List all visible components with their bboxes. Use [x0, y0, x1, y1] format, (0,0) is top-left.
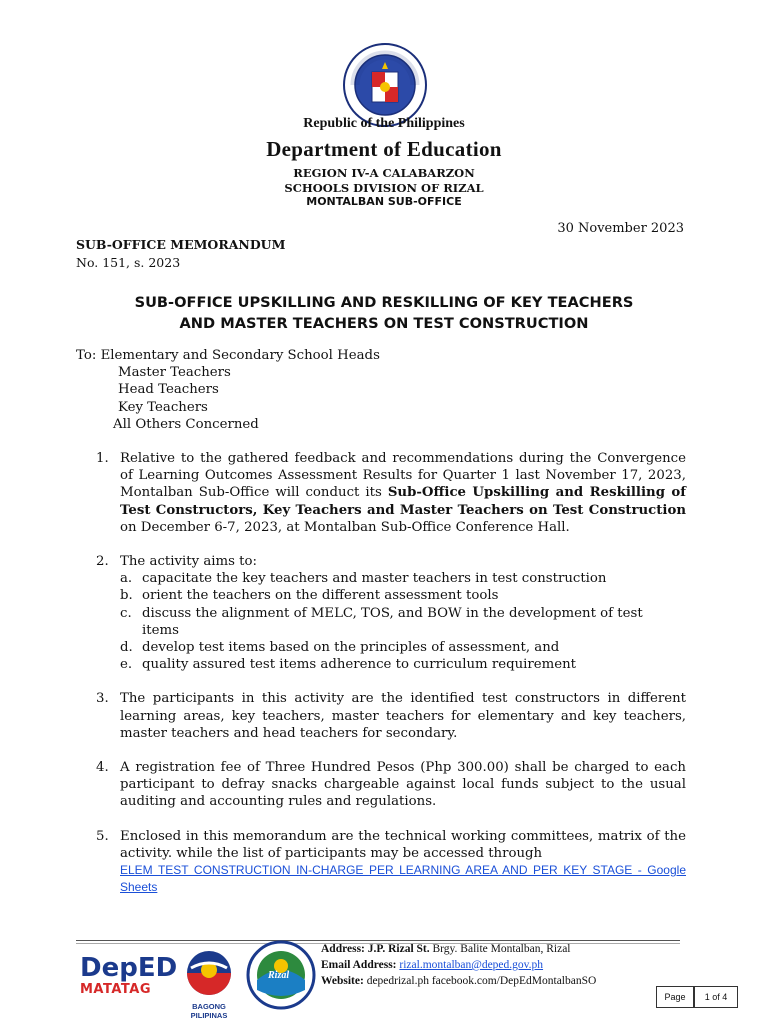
footer-contact [321, 941, 596, 989]
recipients [76, 347, 380, 433]
item-text: The participants in this activity are the identified test constructors in different learning areas, key teachers, master teachers for elementary and key teachers, master teachers and head teachers for secondary. [120, 691, 686, 741]
recipient-item: Head Teachers [118, 382, 219, 398]
sub-text: discuss the alignment of MELC, TOS, and BOW in the development of test items [142, 605, 643, 638]
sub-letter: d. [120, 640, 133, 656]
address-street: J.P. Rizal St. [367, 943, 430, 955]
sub-letter: a. [120, 571, 133, 587]
sub-letter: e. [120, 657, 133, 673]
item-text: Enclosed in this memorandum are the technical working committees, matrix of the activity. while the list of participants may be accessed through [120, 828, 686, 861]
item-intro: The activity aims to: [120, 554, 258, 570]
rizal-division-logo [246, 940, 316, 1010]
sub-item [120, 639, 686, 656]
sub-item [120, 587, 686, 604]
participants-sheet-link[interactable]: ELEM TEST CONSTRUCTION IN-CHARGE PER LEARNING AREA AND PER KEY STAGE - Google Sheets [120, 863, 686, 895]
item-text: Relative to the gathered feedback and recommendations during the Convergence of Learning Outcomes Assessment Results for Quarter 1 last November 17, 2023, Montalban Sub-Office will conduct its [120, 451, 686, 501]
sub-text: capacitate the key teachers and master teachers in test construction [142, 571, 607, 587]
bagong-pilipinas-text: BAGONG PILIPINAS [190, 1002, 228, 1020]
sub-item [120, 656, 686, 673]
memo-title [60, 292, 708, 334]
sub-letter: b. [120, 588, 133, 604]
item-number: 1. [96, 451, 109, 466]
bagong-pilipinas-emblem-icon [181, 948, 237, 998]
division-heading: SCHOOLS DIVISION OF RIZAL [284, 181, 484, 195]
bagong-pilipinas-logo [176, 948, 242, 1020]
rizal-logo-text: Rizal [268, 970, 290, 981]
memo-title-line-1: SUB-OFFICE UPSKILLING AND RESKILLING OF KEY TEACHERS [134, 294, 634, 311]
address-label: Address: [321, 943, 365, 955]
region-heading: REGION IV-A CALABARZON [293, 166, 475, 180]
website-label: Website: [321, 975, 364, 987]
sub-item [120, 570, 686, 587]
list-item [96, 759, 686, 811]
email-label: Email Address: [321, 959, 397, 971]
sub-item [120, 605, 686, 639]
memo-date: 30 November 2023 [557, 221, 684, 236]
recipient-item: Elementary and Secondary School Heads [100, 348, 380, 363]
deped-matatag-logo [80, 948, 178, 1008]
sub-text: quality assured test items adherence to curriculum requirement [142, 657, 577, 673]
item-number: 4. [96, 760, 109, 776]
item-text: on December 6-7, 2023, at Montalban Sub-Office Conference Hall. [120, 519, 570, 535]
list-item [96, 828, 686, 897]
item-number: 5. [96, 828, 109, 844]
office-heading: MONTALBAN SUB-OFFICE [306, 195, 462, 208]
website-text: depedrizal.ph facebook.com/DepEdMontalbanSO [363, 975, 597, 987]
address-rest: Brgy. Balite Montalban, Rizal [429, 943, 571, 955]
sub-letter: c. [120, 605, 132, 621]
recipient-item: Key Teachers [118, 399, 208, 415]
memo-type: SUB-OFFICE MEMORANDUM [76, 237, 286, 252]
page-number: 1 of 4 [694, 986, 738, 1008]
activity-title: Sub-Office Upskilling and Reskilling of Test Constructors, Key Teachers and Master Teachers on Test Construction [120, 485, 686, 518]
deped-logo-text: DepED [80, 953, 178, 983]
recipient-item: Master Teachers [118, 365, 231, 381]
item-number: 2. [96, 554, 109, 570]
memo-body-list [96, 450, 686, 913]
department-heading: Department of Education [266, 137, 502, 161]
email-link[interactable]: rizal.montalban@deped.gov.ph [399, 959, 544, 971]
recipients-prefix: To: [76, 348, 101, 363]
memo-title-line-2: AND MASTER TEACHERS ON TEST CONSTRUCTION [179, 315, 589, 332]
matatag-logo-text: MATATAG [80, 982, 151, 997]
page-label: Page [656, 986, 694, 1008]
item-number: 3. [96, 691, 109, 707]
list-item [96, 450, 686, 536]
sub-text: orient the teachers on the different assessment tools [142, 588, 499, 604]
list-item [96, 690, 686, 742]
republic-heading: Republic of the Philippines [303, 116, 465, 131]
item-text: A registration fee of Three Hundred Pesos (Php 300.00) shall be charged to each participant to defray snacks chargeable against local funds subject to the usual auditing and accounting rules and regulations. [120, 760, 686, 810]
memo-number: No. 151, s. 2023 [76, 255, 181, 270]
recipient-item: All Others Concerned [113, 416, 259, 432]
list-item [96, 553, 686, 673]
sub-text: develop test items based on the principles of assessment, and [142, 640, 560, 656]
